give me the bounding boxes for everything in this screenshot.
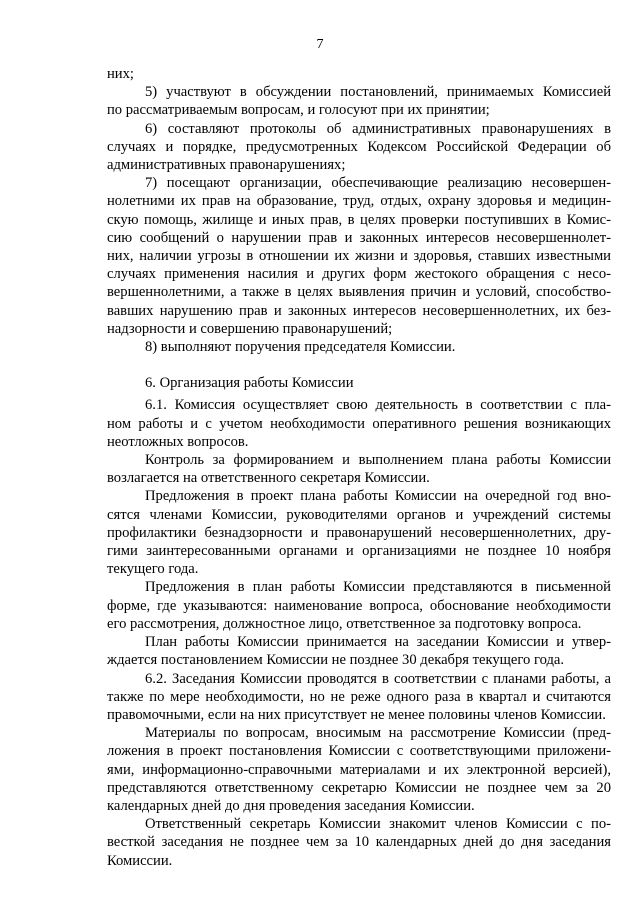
- section-paragraph-control: [107, 451, 611, 487]
- text-line: его рассмотрения, должностное лицо, ответственное за подготовку вопроса.: [107, 615, 582, 632]
- text-line: 6) составляют протоколы об административных правонарушениях в: [145, 120, 611, 137]
- text-line: гими заинтересованными органами и организациями не позднее 10 ноября: [107, 543, 611, 560]
- section-paragraph-written-form: [107, 578, 611, 633]
- list-item-6: [107, 120, 611, 175]
- section-heading: 6. Организация работы Комиссии: [145, 375, 354, 392]
- text-line: правомочными, если на них присутствует не менее половины членов Комиссии.: [107, 706, 606, 723]
- text-line: них, наличии угрозы в отношении их жизни и здоровья, ставших известными: [107, 248, 611, 265]
- text-line: ждается постановлением Комиссии не позднее 30 декабря текущего года.: [107, 652, 565, 669]
- text-line: вавших нарушению прав и законных интересов несовершеннолетних, их без-: [107, 302, 611, 319]
- text-line: сию сообщений о нарушении прав и законных интересов несовершеннолет-: [107, 229, 611, 246]
- text-line: 7) посещают организации, обеспечивающие реализацию несовершен-: [145, 175, 611, 192]
- text-line: ями, информационно-справочными материалами и их электронной версией),: [107, 761, 611, 778]
- text-line: случаях и порядке, предусмотренных Кодексом Российской Федерации об: [107, 138, 611, 155]
- text-line: Предложения в проект плана работы Комиссии на очередной год вно-: [145, 488, 611, 505]
- section-paragraph-secretary: [107, 815, 611, 870]
- paragraph-continuation: [107, 65, 611, 83]
- text-line: вершеннолетними, а также в целях выявления причин и условий, способство-: [107, 284, 611, 301]
- text-line: сятся членами Комиссии, руководителями органов и учреждений системы: [107, 506, 611, 523]
- text-line: форме, где указываются: наименование вопроса, обоснование необходимости: [107, 597, 611, 614]
- text-line: 5) участвуют в обсуждении постановлений, принимаемых Комиссией: [145, 84, 611, 101]
- text-line: по рассматриваемым вопросам, и голосуют при их принятии;: [107, 102, 490, 119]
- text-line: административных правонарушениях;: [107, 157, 346, 174]
- list-item-5: [107, 83, 611, 119]
- section-paragraph-6-2: [107, 670, 611, 725]
- text-line: неотложных вопросов.: [107, 433, 249, 450]
- text-line: нолетними их прав на образование, труд, отдых, охрану здоровья и медицин-: [107, 193, 611, 210]
- text-line: надзорности и совершению правонарушений;: [107, 320, 393, 337]
- text-line: Предложения в план работы Комиссии представляются в письменной: [145, 579, 611, 596]
- text-line: 6.2. Заседания Комиссии проводятся в соответствии с планами работы, а: [145, 670, 611, 687]
- text-line: 6.1. Комиссия осуществляет свою деятельность в соответствии с пла-: [145, 397, 611, 414]
- text-line: Контроль за формированием и выполнением плана работы Комиссии: [145, 452, 611, 469]
- text-line: также по мере необходимости, но не реже одного раза в квартал и считаются: [107, 688, 611, 705]
- text-line: 8) выполняют поручения председателя Комиссии.: [145, 339, 456, 356]
- text-line: Комиссии.: [107, 852, 173, 869]
- section-paragraph-materials: [107, 724, 611, 815]
- text-line: текущего года.: [107, 561, 199, 578]
- section-paragraph-plan-adoption: [107, 633, 611, 669]
- text-line: случаях применения насилия и других форм жестокого обращения с несо-: [107, 266, 611, 283]
- text-line: ном работы и с учетом необходимости оперативного решения возникающих: [107, 415, 611, 432]
- document-body: [107, 65, 611, 870]
- section-paragraph-proposals: [107, 487, 611, 578]
- text-line: Материалы по вопросам, вносимым на рассмотрение Комиссии (пред-: [145, 725, 611, 742]
- text-line: скую помощь, жилище и иных прав, в целях проверки поступивших в Комис-: [107, 211, 611, 228]
- text-line: них;: [107, 66, 134, 82]
- text-line: представляются ответственному секретарю Комиссии не позднее чем за 20: [107, 779, 611, 796]
- text-line: ложения в проект постановления Комиссии с соответствующими приложени-: [107, 743, 611, 760]
- text-line: План работы Комиссии принимается на заседании Комиссии и утвер-: [145, 634, 611, 651]
- list-item-7: [107, 174, 611, 338]
- text-line: Ответственный секретарь Комиссии знакомит членов Комиссии с по-: [145, 816, 611, 833]
- section-paragraph-6-1: [107, 396, 611, 451]
- text-line: календарных дней до дня проведения заседания Комиссии.: [107, 797, 475, 814]
- text-line: весткой заседания не позднее чем за 10 календарных дней до дня заседания: [107, 834, 611, 851]
- page-number: 7: [316, 37, 324, 52]
- text-line: профилактики безнадзорности и правонарушений несовершеннолетних, дру-: [107, 524, 611, 541]
- list-item-8: [107, 338, 611, 356]
- text-line: возлагается на ответственного секретаря Комиссии.: [107, 470, 430, 487]
